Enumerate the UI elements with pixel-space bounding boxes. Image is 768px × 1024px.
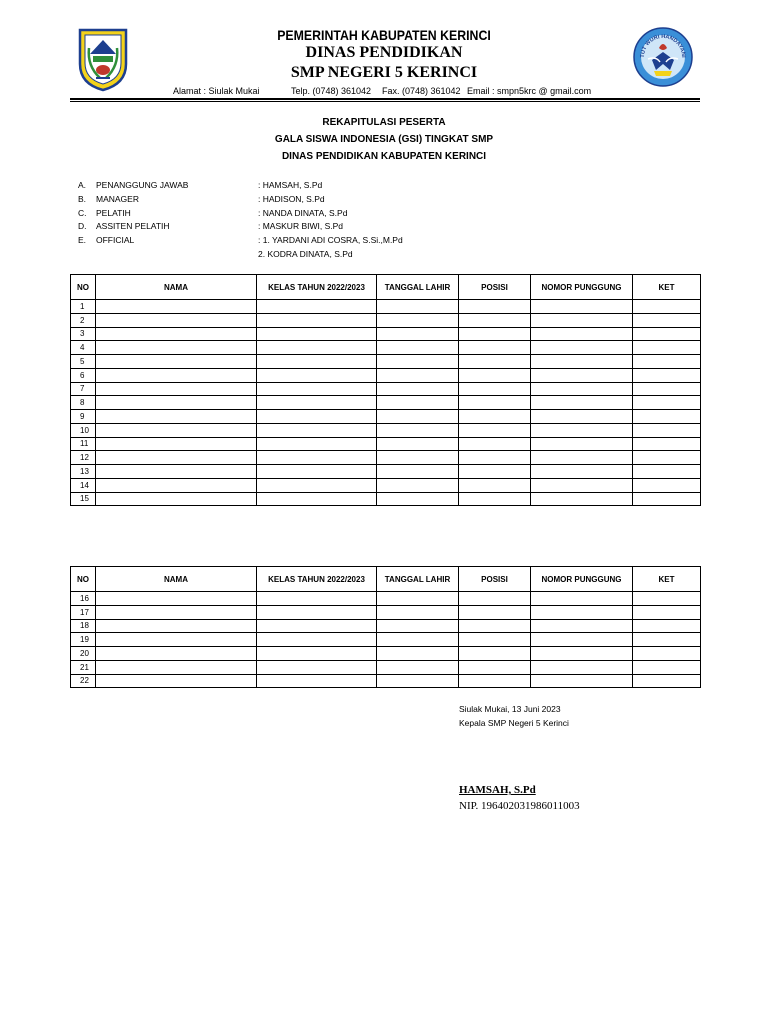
table-cell	[96, 396, 257, 410]
table-cell	[459, 341, 531, 355]
table-cell	[257, 660, 377, 674]
table-cell	[531, 396, 633, 410]
table-cell	[531, 492, 633, 506]
column-header: TANGGAL LAHIR	[377, 275, 459, 300]
info-label: MANAGER	[96, 193, 139, 204]
table-cell	[377, 592, 459, 606]
table-cell	[257, 423, 377, 437]
table-cell	[257, 410, 377, 424]
info-letter: A.	[78, 180, 87, 190]
table-cell	[633, 492, 701, 506]
table-cell	[633, 382, 701, 396]
table-cell	[257, 478, 377, 492]
row-number: 17	[71, 605, 96, 619]
table-cell	[257, 633, 377, 647]
document-title-line1: REKAPITULASI PESERTA	[322, 117, 446, 128]
table-cell	[96, 660, 257, 674]
table-cell	[459, 633, 531, 647]
row-number: 7	[71, 382, 96, 396]
table-row	[71, 592, 701, 606]
table-cell	[96, 605, 257, 619]
row-number: 1	[71, 300, 96, 314]
table-cell	[459, 410, 531, 424]
signature-nip: NIP. 196402031986011003	[459, 800, 580, 812]
table-cell	[96, 492, 257, 506]
address-text: Alamat : Siulak Mukai	[173, 86, 260, 96]
table-row	[71, 368, 701, 382]
row-number: 10	[71, 423, 96, 437]
table-cell	[96, 382, 257, 396]
row-number: 3	[71, 327, 96, 341]
table-cell	[459, 647, 531, 661]
table-cell	[459, 451, 531, 465]
column-header: NO	[71, 567, 96, 592]
info-label: PELATIH	[96, 207, 131, 218]
table-cell	[257, 674, 377, 688]
column-header: NOMOR PUNGGUNG	[531, 567, 633, 592]
table-cell	[633, 355, 701, 369]
table-cell	[257, 437, 377, 451]
table-cell	[459, 313, 531, 327]
table-cell	[633, 437, 701, 451]
table-cell	[459, 355, 531, 369]
table-cell	[257, 396, 377, 410]
table-header-row	[71, 567, 701, 592]
info-value: 2. KODRA DINATA, S.Pd	[258, 248, 353, 259]
column-header: NOMOR PUNGGUNG	[531, 275, 633, 300]
table-cell	[459, 605, 531, 619]
table-cell	[377, 633, 459, 647]
table-cell	[377, 355, 459, 369]
table-row	[71, 605, 701, 619]
table-row	[71, 451, 701, 465]
document-title-line3: DINAS PENDIDIKAN KABUPATEN KERINCI	[281, 151, 487, 162]
table-cell	[96, 633, 257, 647]
table-cell	[96, 437, 257, 451]
table-cell	[633, 451, 701, 465]
table-cell	[459, 300, 531, 314]
table-row	[71, 674, 701, 688]
table-cell	[96, 368, 257, 382]
column-header: KELAS TAHUN 2022/2023	[257, 275, 377, 300]
table-cell	[531, 647, 633, 661]
table-cell	[377, 410, 459, 424]
table-cell	[633, 660, 701, 674]
table-cell	[633, 423, 701, 437]
table-cell	[531, 605, 633, 619]
table-cell	[257, 368, 377, 382]
info-label: ASSITEN PELATIH	[96, 221, 170, 232]
table-cell	[377, 492, 459, 506]
row-number: 16	[71, 592, 96, 606]
table-row	[71, 382, 701, 396]
table-row	[71, 327, 701, 341]
row-number: 20	[71, 647, 96, 661]
info-letter: B.	[78, 193, 87, 204]
row-number: 11	[71, 437, 96, 451]
table-cell	[377, 341, 459, 355]
row-number: 5	[71, 355, 96, 369]
table-cell	[377, 423, 459, 437]
table-cell	[459, 492, 531, 506]
table-cell	[459, 478, 531, 492]
table-cell	[96, 465, 257, 479]
table-cell	[531, 327, 633, 341]
table-cell	[633, 410, 701, 424]
header-divider-thin	[70, 101, 700, 102]
table-row	[71, 300, 701, 314]
table-cell	[96, 300, 257, 314]
row-number: 15	[71, 492, 96, 506]
row-number: 12	[71, 451, 96, 465]
table-cell	[531, 592, 633, 606]
table-cell	[531, 437, 633, 451]
table-cell	[633, 396, 701, 410]
table-cell	[257, 327, 377, 341]
table-cell	[96, 341, 257, 355]
table-cell	[377, 465, 459, 479]
table-cell	[633, 633, 701, 647]
table-cell	[633, 619, 701, 633]
info-value: : MASKUR BIWI, S.Pd	[258, 221, 344, 232]
table-cell	[531, 368, 633, 382]
phone-text: Telp. (0748) 361042	[291, 86, 372, 96]
table-cell	[531, 619, 633, 633]
table-cell	[459, 660, 531, 674]
signature-name: HAMSAH, S.Pd	[459, 784, 536, 796]
table-cell	[96, 451, 257, 465]
info-value: : NANDA DINATA, S.Pd	[258, 207, 348, 218]
column-header: TANGGAL LAHIR	[377, 567, 459, 592]
table-row	[71, 341, 701, 355]
table-cell	[633, 674, 701, 688]
table-cell	[96, 355, 257, 369]
table-cell	[257, 451, 377, 465]
row-number: 18	[71, 619, 96, 633]
table-cell	[531, 660, 633, 674]
row-number: 19	[71, 633, 96, 647]
table-row	[71, 423, 701, 437]
table-cell	[377, 451, 459, 465]
info-value: : HAMSAH, S.Pd	[258, 180, 323, 190]
table-cell	[633, 341, 701, 355]
table-cell	[257, 605, 377, 619]
table-cell	[459, 437, 531, 451]
table-cell	[377, 437, 459, 451]
table-cell	[377, 619, 459, 633]
table-row	[71, 410, 701, 424]
table-cell	[257, 382, 377, 396]
info-letter: C.	[78, 207, 87, 218]
info-letter: E.	[78, 235, 87, 246]
table-row	[71, 396, 701, 410]
table-cell	[459, 396, 531, 410]
table-cell	[531, 674, 633, 688]
column-header: KET	[633, 275, 701, 300]
table-cell	[96, 647, 257, 661]
table-row	[71, 492, 701, 506]
table-cell	[531, 382, 633, 396]
info-value: : 1. YARDANI ADI COSRA, S.Si.,M.Pd	[258, 235, 403, 246]
header-divider-thick	[70, 98, 700, 100]
tut-wuri-handayani-emblem-icon	[632, 26, 694, 88]
table-cell	[377, 660, 459, 674]
fax-text: Fax. (0748) 361042	[382, 86, 461, 96]
table-cell	[257, 592, 377, 606]
department-name: DINAS PENDIDIKAN	[305, 44, 463, 61]
table-cell	[633, 465, 701, 479]
kerinci-regency-emblem-icon	[76, 26, 130, 92]
info-letter: D.	[78, 221, 87, 232]
row-number: 9	[71, 410, 96, 424]
table-cell	[377, 478, 459, 492]
table-cell	[459, 382, 531, 396]
column-header: NO	[71, 275, 96, 300]
table-header-row	[71, 275, 701, 300]
column-header: NAMA	[96, 275, 257, 300]
emblem-ring-text: TUT WURI HANDAYANI	[639, 33, 687, 58]
table-cell	[257, 355, 377, 369]
table-cell	[531, 478, 633, 492]
row-number: 13	[71, 465, 96, 479]
column-header: POSISI	[459, 275, 531, 300]
table-cell	[257, 492, 377, 506]
table-cell	[633, 647, 701, 661]
table-cell	[257, 619, 377, 633]
table-row	[71, 633, 701, 647]
row-number: 4	[71, 341, 96, 355]
document-title-line2: GALA SISWA INDONESIA (GSI) TINGKAT SMP	[274, 134, 494, 145]
table-row	[71, 619, 701, 633]
participant-table-part2	[70, 566, 701, 688]
table-row	[71, 313, 701, 327]
table-cell	[96, 674, 257, 688]
table-cell	[377, 327, 459, 341]
table-cell	[633, 368, 701, 382]
school-name: SMP NEGERI 5 KERINCI	[290, 64, 478, 81]
row-number: 14	[71, 478, 96, 492]
table-cell	[96, 423, 257, 437]
table-cell	[377, 313, 459, 327]
table-row	[71, 478, 701, 492]
signature-position: Kepala SMP Negeri 5 Kerinci	[459, 718, 569, 728]
table-cell	[377, 396, 459, 410]
table-cell	[459, 327, 531, 341]
table-cell	[96, 313, 257, 327]
table-cell	[257, 465, 377, 479]
table-cell	[633, 300, 701, 314]
row-number: 2	[71, 313, 96, 327]
table-cell	[377, 647, 459, 661]
table-cell	[377, 605, 459, 619]
table-cell	[96, 478, 257, 492]
government-name: PEMERINTAH KABUPATEN KERINCI	[277, 27, 491, 43]
table-row	[71, 647, 701, 661]
table-cell	[96, 327, 257, 341]
table-cell	[96, 410, 257, 424]
table-cell	[377, 674, 459, 688]
table-cell	[531, 313, 633, 327]
table-cell	[257, 313, 377, 327]
table-row	[71, 355, 701, 369]
table-cell	[531, 341, 633, 355]
table-cell	[459, 465, 531, 479]
participant-table-part1	[70, 274, 701, 506]
table-cell	[531, 465, 633, 479]
table-cell	[633, 592, 701, 606]
table-cell	[459, 423, 531, 437]
table-cell	[96, 619, 257, 633]
table-cell	[633, 327, 701, 341]
table-cell	[633, 605, 701, 619]
table-cell	[633, 478, 701, 492]
table-cell	[531, 355, 633, 369]
column-header: POSISI	[459, 567, 531, 592]
info-label: PENANGGUNG JAWAB	[96, 180, 189, 190]
row-number: 6	[71, 368, 96, 382]
table-cell	[459, 619, 531, 633]
table-cell	[377, 300, 459, 314]
email-text: Email : smpn5krc @ gmail.com	[467, 86, 592, 96]
column-header: NAMA	[96, 567, 257, 592]
table-cell	[257, 341, 377, 355]
table-cell	[633, 313, 701, 327]
table-cell	[531, 410, 633, 424]
table-cell	[459, 674, 531, 688]
row-number: 21	[71, 660, 96, 674]
table-cell	[459, 592, 531, 606]
table-cell	[377, 382, 459, 396]
table-cell	[377, 368, 459, 382]
table-cell	[531, 300, 633, 314]
table-row	[71, 660, 701, 674]
table-cell	[257, 647, 377, 661]
row-number: 22	[71, 674, 96, 688]
table-row	[71, 465, 701, 479]
table-cell	[531, 423, 633, 437]
info-label: OFFICIAL	[96, 235, 135, 246]
table-row	[71, 437, 701, 451]
info-value: : HADISON, S.Pd	[258, 193, 325, 204]
column-header: KELAS TAHUN 2022/2023	[257, 567, 377, 592]
table-cell	[459, 368, 531, 382]
column-header: KET	[633, 567, 701, 592]
table-cell	[257, 300, 377, 314]
table-cell	[96, 592, 257, 606]
table-cell	[531, 451, 633, 465]
table-cell	[531, 633, 633, 647]
signature-place-date: Siulak Mukai, 13 Juni 2023	[459, 704, 561, 714]
letterhead	[0, 0, 768, 100]
row-number: 8	[71, 396, 96, 410]
